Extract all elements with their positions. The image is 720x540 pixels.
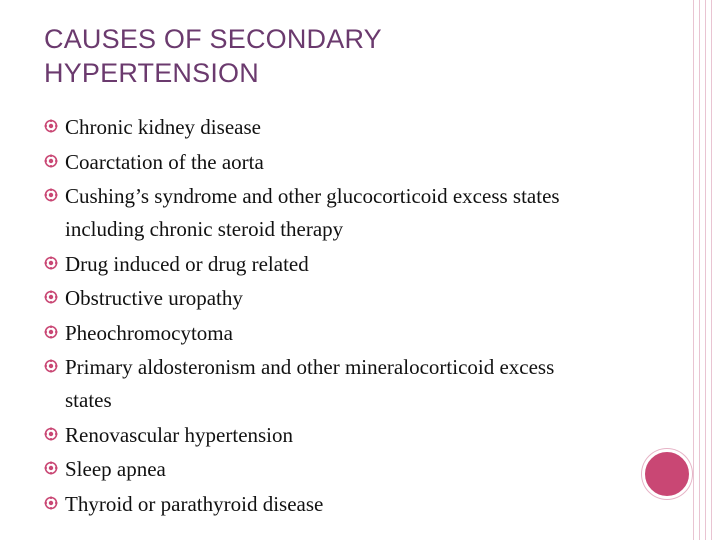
gear-flower-icon bbox=[44, 496, 58, 510]
list-item-text-continued: states bbox=[65, 388, 112, 412]
list-item bbox=[44, 419, 654, 452]
list-item-text: Obstructive uropathy bbox=[65, 286, 243, 310]
list-item bbox=[44, 351, 654, 417]
decorative-rail bbox=[711, 0, 712, 540]
slide-title bbox=[44, 22, 644, 90]
list-item bbox=[44, 248, 654, 281]
title-line-2: HYPERTENSION bbox=[44, 58, 259, 88]
list-item-text: Cushing’s syndrome and other glucocorticoid excess states bbox=[65, 184, 560, 208]
decorative-rail bbox=[705, 0, 706, 540]
decorative-rail bbox=[699, 0, 700, 540]
bullet-list bbox=[44, 111, 654, 522]
list-item bbox=[44, 111, 654, 144]
list-item-text: Renovascular hypertension bbox=[65, 422, 294, 447]
list-item-text: Drug induced or drug related bbox=[65, 251, 309, 276]
gear-flower-icon bbox=[44, 290, 58, 304]
gear-flower-icon bbox=[44, 359, 58, 373]
list-item-text-continued: including chronic steroid therapy bbox=[65, 217, 344, 241]
list-item bbox=[44, 180, 654, 246]
gear-flower-icon bbox=[44, 325, 58, 339]
list-item bbox=[44, 317, 654, 350]
list-item bbox=[44, 453, 654, 486]
gear-flower-icon bbox=[44, 427, 58, 441]
gear-flower-icon bbox=[44, 188, 58, 202]
list-item-text: Pheochromocytoma bbox=[65, 320, 233, 345]
list-item-text: Chronic kidney disease bbox=[65, 115, 261, 139]
gear-flower-icon bbox=[44, 119, 58, 133]
list-item-text: Primary aldosteronism and other mineralocorticoid excess bbox=[65, 355, 555, 379]
list-item bbox=[44, 488, 654, 521]
decorative-rail bbox=[693, 0, 694, 540]
gear-flower-icon bbox=[44, 154, 58, 168]
list-item-text: Sleep apnea bbox=[65, 457, 166, 481]
list-item bbox=[44, 146, 654, 179]
list-item-text: Coarctation of the aorta bbox=[65, 149, 264, 174]
list-item-text: Thyroid or parathyroid disease bbox=[65, 491, 324, 516]
list-item bbox=[44, 282, 654, 315]
gear-flower-icon bbox=[44, 461, 58, 475]
title-line-1: CAUSES OF SECONDARY bbox=[44, 24, 382, 54]
gear-flower-icon bbox=[44, 256, 58, 270]
